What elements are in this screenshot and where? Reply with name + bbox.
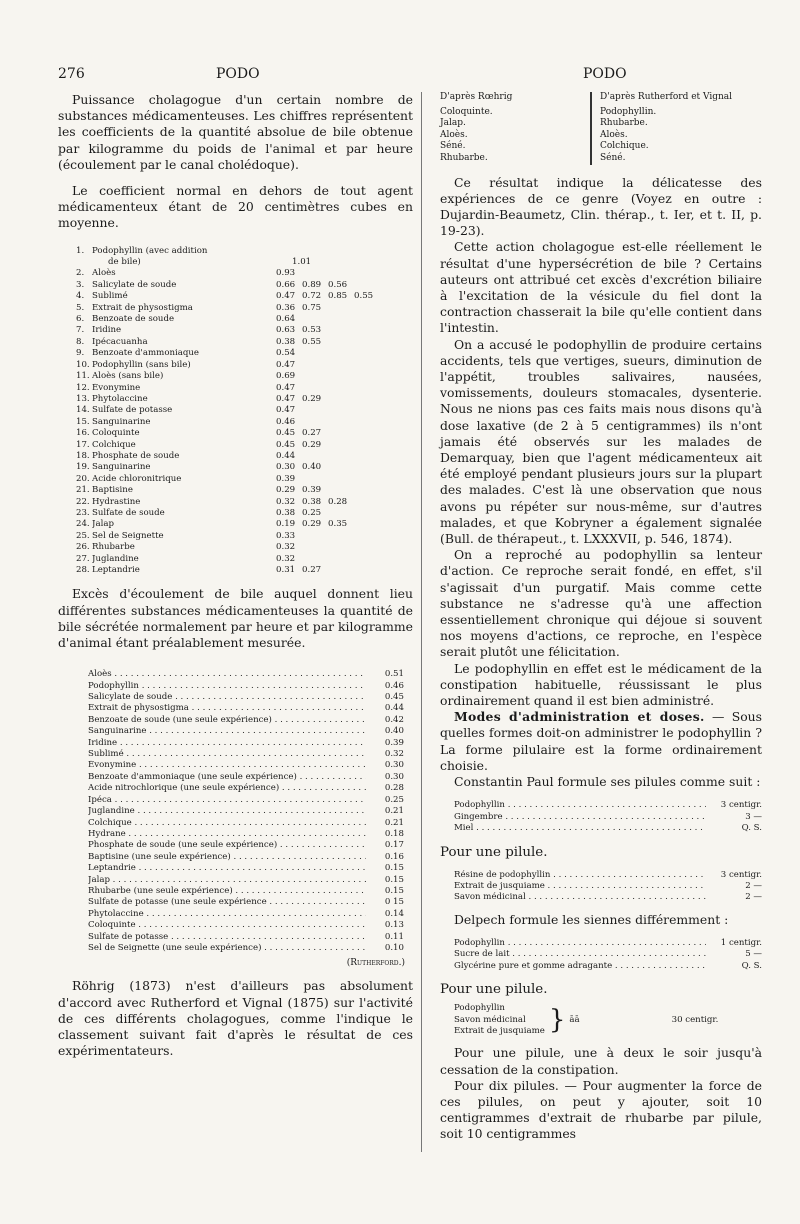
substance-name: Extrait de physostigma <box>92 302 193 313</box>
ingredient-name: Résine de podophyllin . . . <box>454 870 706 881</box>
coefficient-value: 0.66 <box>276 279 296 290</box>
ingredient-name: Podophyllin <box>454 1003 505 1014</box>
section-heading-modes: Modes d'administration et doses. <box>454 709 705 725</box>
formula-row <box>454 800 762 811</box>
coefficient-value: 0.27 <box>302 428 322 439</box>
substance-name: Rhubarbe <box>92 542 135 553</box>
ingredient-quantity: 1 centigr. <box>720 937 762 948</box>
coefficient-value: 0.36 <box>276 302 296 313</box>
substance-name: Coloquinte <box>92 428 140 439</box>
excess-value: 0.18 <box>384 828 404 839</box>
coefficient-value: 0.93 <box>276 268 296 279</box>
table-row <box>76 531 413 542</box>
table-row <box>76 405 413 416</box>
substance-name: Leptandrie . . . <box>88 863 366 874</box>
list-item: Séné. <box>600 152 626 163</box>
running-title-right: PODO <box>583 66 627 82</box>
substance-name: Podophyllin (avec addition <box>92 245 208 256</box>
table-row <box>88 749 404 760</box>
substance-name: Aloès (sans bile) <box>92 371 164 382</box>
row-number: 27. <box>76 553 90 564</box>
table-row <box>76 337 413 348</box>
table-row <box>88 715 404 726</box>
table-row <box>76 257 413 268</box>
row-number: 25. <box>76 530 90 541</box>
substance-name: Coloquinte . . . <box>88 920 366 931</box>
excess-value: 0.21 <box>384 817 404 828</box>
excess-value: 0.15 <box>384 863 404 874</box>
substance-name: Sulfate de potasse <box>92 405 173 416</box>
substance-name: Salicylate de soude <box>92 279 177 290</box>
coefficient-value: 0.32 <box>276 542 296 553</box>
coefficient-value: 0.47 <box>276 405 296 416</box>
left-column <box>58 92 413 1059</box>
paragraph-result: Ce résultat indique la délicatesse des expériences de ce genre (Voyez en outre : Dujardin-Beaumetz, Clin. thérap., t. Ier, et t. II, p. 19-23). <box>440 174 762 239</box>
row-number: 18. <box>76 450 90 461</box>
row-number: 5. <box>76 302 85 313</box>
table-row <box>88 875 404 886</box>
coefficient-value: 0.25 <box>302 507 322 518</box>
row-number: 15. <box>76 416 90 427</box>
excess-value: 0.10 <box>384 942 404 953</box>
substance-name: Acide nitrochlorique (une seule expérience) . . . <box>88 783 366 794</box>
list-item: Séné. <box>440 141 466 152</box>
brace-icon: } <box>548 1005 566 1036</box>
coefficient-value: 0.54 <box>276 348 296 359</box>
bile-excess-table <box>88 669 404 954</box>
substance-name: Rhubarbe (une seule expérience) . . . <box>88 886 366 897</box>
table-row <box>88 909 404 920</box>
excess-value: 0.21 <box>384 806 404 817</box>
substance-name: Sublimé <box>92 291 128 302</box>
substance-name: Baptisine <box>92 485 133 496</box>
list-item: Rhubarbe. <box>600 118 648 129</box>
table-row <box>88 852 404 863</box>
row-number: 13. <box>76 393 90 404</box>
formula-row <box>454 949 762 960</box>
formula-row <box>454 938 762 949</box>
coefficient-value: 0.45 <box>276 428 296 439</box>
ingredient-quantity: Q. S. <box>741 960 762 971</box>
table-row <box>88 840 404 851</box>
table-row <box>76 280 413 291</box>
table-row <box>88 932 404 943</box>
substance-name: Acide chloronitrique <box>92 473 182 484</box>
coefficient-value: 0.29 <box>276 485 296 496</box>
table-row <box>88 818 404 829</box>
excess-value: 0.42 <box>384 714 404 725</box>
table-row <box>88 760 404 771</box>
coefficient-value: 0.45 <box>276 439 296 450</box>
coefficient-value: 0.63 <box>276 325 296 336</box>
column-divider <box>421 92 422 1152</box>
row-number: 21. <box>76 485 90 496</box>
coefficient-value: 0.56 <box>328 279 348 290</box>
coefficient-value: 0.75 <box>302 302 322 313</box>
substance-name: Évonymine . . . <box>88 760 366 771</box>
substance-name: Extrait de physostigma . . . <box>88 703 366 714</box>
substance-name: Colchique . . . <box>88 818 366 829</box>
coefficient-value: 0.32 <box>276 496 296 507</box>
excess-value: 0.40 <box>384 726 404 737</box>
row-number: 9. <box>76 348 85 359</box>
comparison-table <box>440 92 762 165</box>
formula-resine <box>454 870 762 904</box>
formula-aa: āā <box>569 1014 580 1025</box>
coefficient-value: 0.40 <box>302 462 322 473</box>
row-number: 20. <box>76 473 90 484</box>
table-row <box>76 497 413 508</box>
table-row <box>88 806 404 817</box>
list-item: Coloquinte. <box>440 106 493 117</box>
formula-row <box>454 870 762 881</box>
excess-value: 0.17 <box>384 840 404 851</box>
coefficient-value: 0.69 <box>276 371 296 382</box>
coefficient-value: 0.27 <box>302 565 322 575</box>
substance-name: Sel de Seignette (une seule expérience) . . . <box>88 943 366 954</box>
excess-value: 0.15 <box>384 874 404 885</box>
ingredient-quantity: 3 centigr. <box>720 869 762 880</box>
row-number: 1. <box>76 245 85 256</box>
excess-value: 0.14 <box>384 908 404 919</box>
substance-name: Hydrane . . . <box>88 829 366 840</box>
coefficient-value: 0.47 <box>276 393 296 404</box>
substance-name: Iridine . . . <box>88 738 366 749</box>
formula-caption-1: Pour une pilule. <box>440 844 548 860</box>
ingredient-name: Extrait de jusquiame . . . <box>454 881 706 892</box>
coefficient-value: 0.55 <box>354 291 374 302</box>
substance-name: Phytolaccine <box>92 393 148 404</box>
comparison-rutherford <box>590 92 732 165</box>
table-row <box>88 897 404 908</box>
excess-value: 0.30 <box>384 760 404 771</box>
paragraph-dose: Pour une pilule, une à deux le soir jusqu'à cessation de la constipation. <box>440 1045 762 1077</box>
formula-row <box>454 961 762 972</box>
coefficient-value: 0.29 <box>302 439 322 450</box>
table-row <box>76 268 413 279</box>
row-number: 11. <box>76 371 90 382</box>
substance-name: Phosphate de soude <box>92 450 180 461</box>
row-number: 26. <box>76 542 90 553</box>
comparison-title-rohrig: D'après Rœhrig <box>440 92 513 102</box>
row-number: 10. <box>76 359 90 370</box>
table-row <box>76 394 413 405</box>
table-row <box>76 291 413 302</box>
coefficient-value: 0.29 <box>302 519 322 530</box>
table-row <box>76 246 413 257</box>
table-row <box>88 920 404 931</box>
substance-name: Podophyllin . . . <box>88 681 366 692</box>
substance-name: Benzoate de soude (une seule expérience) . . . <box>88 715 366 726</box>
running-title-left: PODO <box>216 66 260 82</box>
list-item: Aloès. <box>600 129 628 140</box>
excess-value: 0.16 <box>384 851 404 862</box>
substance-name: Jalap <box>92 519 114 530</box>
table-row <box>76 348 413 359</box>
table-row <box>76 508 413 519</box>
formula-constantin <box>454 800 762 834</box>
table-row <box>88 863 404 874</box>
substance-name: Phosphate de soude (une seule expérience) . . . <box>88 840 366 851</box>
paragraph-action: Cette action cholagogue est-elle réellement le résultat d'une hypersécrétion de bile ? Certains auteurs ont attribué cet excès d'excrétion biliaire à l'excitation de la vésicule du fiel dont la contraction chasserait la bile qu'elle contient dans l'intestin. <box>440 239 762 336</box>
coefficient-value: 0.53 <box>302 325 322 336</box>
row-number: 4. <box>76 291 85 302</box>
ingredient-name: Sucre de lait . . . <box>454 949 706 960</box>
coefficient-value: 0.44 <box>276 450 296 461</box>
coefficient-value: 0.38 <box>302 496 322 507</box>
comparison-title-rutherford: D'après Rutherford et Vignal <box>600 92 733 102</box>
paragraph-constipation: Le podophyllin en effet est le médicament de la constipation habituelle, réussissant le plus ordinairement quand il est bien administré. <box>440 660 762 709</box>
excess-value: 0.46 <box>384 680 404 691</box>
table-row <box>76 542 413 553</box>
ingredient-quantity: Q. S. <box>741 823 762 834</box>
excess-value: 0.30 <box>384 771 404 782</box>
table-row <box>76 440 413 451</box>
formula-delpech <box>454 938 762 972</box>
excess-value: 0.44 <box>384 703 404 714</box>
table-row <box>76 360 413 371</box>
substance-name: Sulfate de potasse (une seule expérience . . . <box>88 897 366 908</box>
row-number: 16. <box>76 428 90 439</box>
formula-row <box>454 823 762 834</box>
page-number: 276 <box>58 66 85 82</box>
ingredient-name: Savon médicinal <box>454 1014 526 1025</box>
coefficient-value: 0.30 <box>276 462 296 473</box>
substance-name: Jalap . . . <box>88 875 366 886</box>
coefficient-value: 0.46 <box>276 416 296 427</box>
table-source: (Rutherford.) <box>346 958 405 969</box>
coefficient-value: 0.47 <box>276 382 296 393</box>
table-row <box>76 371 413 382</box>
substance-name: Colchique <box>92 439 136 450</box>
row-number: 12. <box>76 382 90 393</box>
ingredient-quantity: 2 — <box>745 880 762 891</box>
ingredient-quantity: 2 — <box>745 892 762 903</box>
substance-name: Hydrastine <box>92 496 141 507</box>
table-row <box>88 738 404 749</box>
substance-name: Phytolaccine . . . <box>88 909 366 920</box>
coefficient-value: 0.38 <box>276 507 296 518</box>
excess-value: 0.51 <box>384 669 404 680</box>
ingredient-name: Podophyllin . . . <box>454 938 706 949</box>
paragraph-delpech: Delpech formule les siennes différemment : <box>454 911 729 927</box>
paragraph-coefficient: Le coefficient normal en dehors de tout agent médicamenteux étant de 20 centimètres cubes en moyenne. <box>58 183 413 231</box>
substance-name: Juglandine <box>92 553 139 564</box>
coefficient-value: 0.72 <box>302 291 322 302</box>
substance-name: Évonymine <box>92 382 141 393</box>
coefficient-value: 0.89 <box>302 279 322 290</box>
excess-value: 0.32 <box>384 749 404 760</box>
substance-name: Baptisine (une seule expérience) . . . <box>88 852 366 863</box>
row-number: 3. <box>76 279 85 290</box>
substance-name: Sublimé . . . <box>88 749 366 760</box>
coefficient-value: 0.29 <box>302 393 322 404</box>
substance-name: Ipéca . . . <box>88 795 366 806</box>
table-row <box>88 669 404 680</box>
formula-savon <box>454 1003 762 1037</box>
row-number: 14. <box>76 405 90 416</box>
list-item: Aloès. <box>440 129 468 140</box>
formula-row <box>454 812 762 823</box>
excess-value: 0.25 <box>384 794 404 805</box>
coefficient-value: 0.28 <box>328 496 348 507</box>
substance-name: Leptandrie <box>92 565 140 575</box>
row-number-blank <box>76 257 92 268</box>
table-row <box>76 485 413 496</box>
paragraph-excess: Excès d'écoulement de bile auquel donnent lieu différentes substances médicamenteuses la quantité de bile sécrétée normalement par heure et par kilogramme d'animal étant préalablement mesurée. <box>58 586 413 651</box>
substance-name: Sanguinarine . . . <box>88 726 366 737</box>
coefficient-value: 1.01 <box>292 257 312 268</box>
paragraph-lenteur: On a reproché au podophyllin sa lenteur d'action. Ce reproche serait fondé, en effet, s'il s'agissait d'un purgatif. Mais comme cette substance ne s'adresse qu'à une affection essentiellement chronique qui déjoue si souvent nos moyens d'actions, ce reproche, en l'espèce serait plutôt une félicitation. <box>440 547 762 660</box>
table-row <box>88 943 404 954</box>
substance-name: Sanguinarine <box>92 462 151 473</box>
excess-value: 0.13 <box>384 920 404 931</box>
row-number: 23. <box>76 507 90 518</box>
row-number: 28. <box>76 565 90 575</box>
coefficient-value: 0.31 <box>276 565 296 575</box>
ingredient-quantity: 3 centigr. <box>720 800 762 811</box>
table-row <box>76 325 413 336</box>
substance-name: Benzoate d'ammoniaque (une seule expérience) . . . <box>88 772 366 783</box>
table-row <box>76 474 413 485</box>
table-row <box>88 886 404 897</box>
coefficient-value: 0.19 <box>276 519 296 530</box>
substance-name: Benzoate d'ammoniaque <box>92 348 200 359</box>
substance-name: Sulfate de soude <box>92 507 165 518</box>
coefficient-value: 0.32 <box>276 553 296 564</box>
ingredient-name: Extrait de jusquiame <box>454 1025 545 1036</box>
substance-name: Sulfate de potasse . . . <box>88 932 366 943</box>
table-row <box>88 772 404 783</box>
substance-name: Aloès <box>92 268 116 279</box>
coefficient-value: 0.39 <box>302 485 322 496</box>
excess-value: 0.39 <box>384 737 404 748</box>
table-row <box>88 829 404 840</box>
cholagogue-coefficient-table <box>76 246 413 577</box>
row-number: 24. <box>76 519 90 530</box>
paragraph-constantin: Constantin Paul formule ses pilules comme suit : <box>454 774 761 790</box>
coefficient-value: 0.64 <box>276 314 296 325</box>
substance-name-continued: de bile) <box>108 257 141 268</box>
row-number: 8. <box>76 336 85 347</box>
substance-name: Sel de Seignette <box>92 530 164 541</box>
table-row <box>76 303 413 314</box>
excess-value: 0.45 <box>384 692 404 703</box>
table-row <box>76 428 413 439</box>
ingredient-name: Miel . . . <box>454 823 706 834</box>
excess-value: 0 15 <box>384 897 404 908</box>
substance-name: Ipécacuanha <box>92 336 148 347</box>
substance-name: Iridine <box>92 325 122 336</box>
paragraph-intro: Puissance cholagogue d'un certain nombre de substances médicamenteuses. Les chiffres représentent les coefficients de la quantité absolue de bile obtenue par kilogramme du poids de l'animal et par heure (écoulement par le canal cholédoque). <box>58 92 413 172</box>
list-item: Jalap. <box>440 118 466 129</box>
paragraph-rohrig: Röhrig (1873) n'est d'ailleurs pas absolument d'accord avec Rutherford et Vignal (1875) sur l'activité de ces différents cholagogues, comme l'indique le classement suivant fait d'après le résultat de ces expérimentateurs. <box>58 978 413 1059</box>
coefficient-value: 0.38 <box>276 336 296 347</box>
right-column <box>440 92 762 1143</box>
table-row <box>88 703 404 714</box>
coefficient-value: 0.33 <box>276 530 296 541</box>
row-number: 19. <box>76 462 90 473</box>
excess-value: 0.15 <box>384 885 404 896</box>
formula-row <box>454 892 762 903</box>
coefficient-value: 0.55 <box>302 336 322 347</box>
coefficient-value: 0.35 <box>328 519 348 530</box>
substance-name: Sanguinarine <box>92 416 151 427</box>
table-row <box>76 451 413 462</box>
table-row <box>76 554 413 565</box>
list-item: Podophyllin. <box>600 106 657 117</box>
table-row <box>76 519 413 530</box>
table-row <box>76 314 413 325</box>
substance-name: Benzoate de soude <box>92 314 175 325</box>
table-row <box>88 783 404 794</box>
ingredient-name: Savon médicinal . . . <box>454 892 706 903</box>
row-number: 22. <box>76 496 90 507</box>
ingredient-name: Gingembre . . . <box>454 812 706 823</box>
coefficient-value: 0.85 <box>328 291 348 302</box>
coefficient-value: 0.39 <box>276 473 296 484</box>
paragraph-modes: Modes d'administration et doses. — Sous quelles formes doit-on administrer le podophyllin ? La forme pilulaire est la forme ordinairement choisie. <box>440 709 762 773</box>
formula-caption-2: Pour une pilule. <box>440 982 548 998</box>
table-row <box>88 692 404 703</box>
table-row <box>76 565 413 576</box>
table-row <box>76 383 413 394</box>
row-number: 2. <box>76 268 85 279</box>
row-number: 17. <box>76 439 90 450</box>
substance-name: Salicylate de soude . . . <box>88 692 366 703</box>
ingredient-name: Podophyllin . . . <box>454 800 706 811</box>
formula-row <box>454 881 762 892</box>
table-row <box>88 726 404 737</box>
paragraph-dix-pilules: Pour dix pilules. — Pour augmenter la force de ces pilules, on peut y ajouter, soit 10 centigrammes d'extrait de rhubarbe par pilule, soit 10 centigrammes <box>440 1077 762 1142</box>
paragraph-accidents: On a accusé le podophyllin de produire certains accidents, tels que vertiges, sueurs, diminution de l'appétit, troubles salivaires, nausées, vomissements, douleurs stomacales, dysenterie. Nous ne nions pas ces faits mais nous disons qu'à dose laxative (de 2 à 5 centigrammes) ils n'ont jamais été observés sur les malades de Demarquay, bien que l'agent médicamenteux ait été employé pendant plusieurs jours sur la plupart des malades. C'est là une observation que nous avons pu répéter sur nous-même, sur d'autres malades, et que Kobryner a également signalée (Bull. de thérapeut., t. LXXXVII, p. 546, 1874). <box>440 336 762 547</box>
ingredient-name: Glycérine pure et gomme adragante . . . <box>454 961 706 972</box>
coefficient-value: 0.47 <box>276 359 296 370</box>
table-row <box>76 462 413 473</box>
ingredient-quantity: 5 — <box>745 949 762 960</box>
formula-quantity: 30 centigr. <box>671 1014 719 1025</box>
substance-name: Podophyllin (sans bile) <box>92 359 191 370</box>
list-item: Rhubarbe. <box>440 152 488 163</box>
table-row <box>88 795 404 806</box>
substance-name: Aloès . . . <box>88 669 366 680</box>
excess-value: 0.28 <box>384 783 404 794</box>
substance-name: Juglandine . . . <box>88 806 366 817</box>
coefficient-value: 0.47 <box>276 291 296 302</box>
row-number: 7. <box>76 325 85 336</box>
list-item: Colchique. <box>600 141 649 152</box>
row-number: 6. <box>76 314 85 325</box>
excess-value: 0.11 <box>384 931 404 942</box>
ingredient-quantity: 3 — <box>745 811 762 822</box>
table-row <box>76 417 413 428</box>
table-row <box>88 681 404 692</box>
comparison-rohrig <box>440 92 590 165</box>
